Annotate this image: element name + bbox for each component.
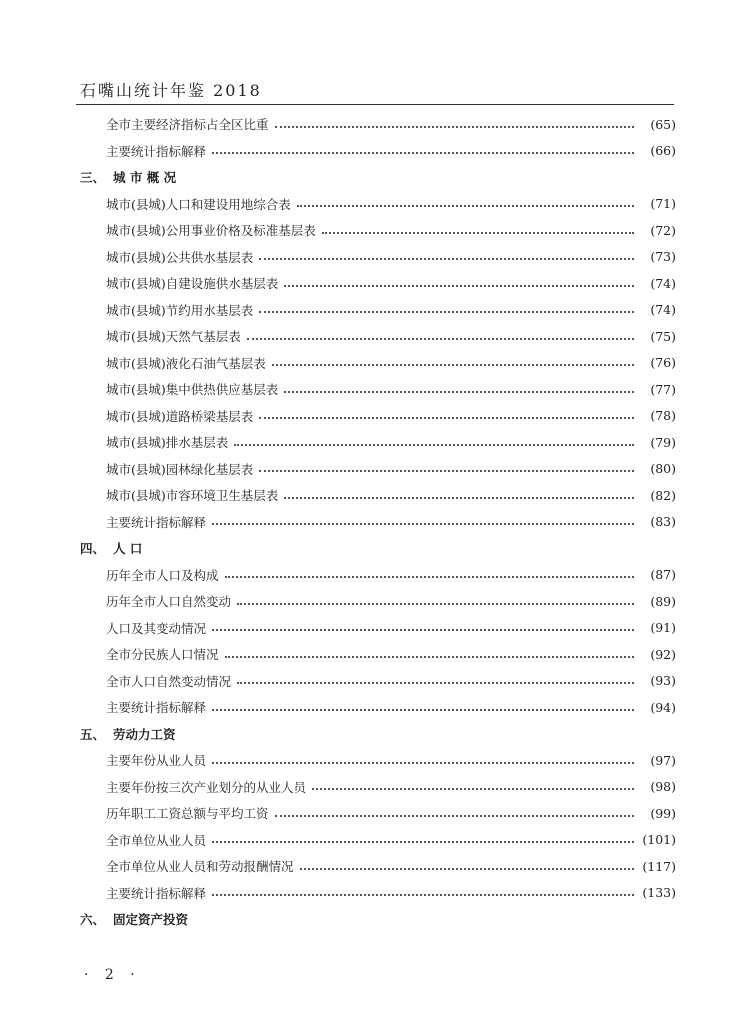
toc-entry xyxy=(80,244,676,271)
dot-leader xyxy=(284,496,634,499)
toc-entry-title: 主要统计指标解释 xyxy=(106,885,207,901)
toc-entry-title: 全市分民族人口情况 xyxy=(106,647,219,663)
toc-section-heading xyxy=(80,535,676,562)
toc-entry-page: (87) xyxy=(650,567,676,583)
toc-entry-title: 全市人口自然变动情况 xyxy=(106,673,232,689)
dot-leader xyxy=(259,469,634,472)
toc-entry-page: (82) xyxy=(650,487,676,503)
toc-entry-page: (98) xyxy=(650,779,676,795)
toc-entry-title: 人口及其变动情况 xyxy=(106,620,207,636)
dot-leader xyxy=(212,840,634,843)
toc-entry-page: (92) xyxy=(650,646,676,662)
toc-entry-page: (117) xyxy=(642,858,676,874)
toc-entry-page: (89) xyxy=(650,593,676,609)
toc-entry xyxy=(80,747,676,774)
toc-entry-title: 历年全市人口及构成 xyxy=(106,567,219,583)
dot-leader xyxy=(275,814,634,817)
toc-entry-page: (74) xyxy=(650,275,676,291)
toc-entry-title: 全市单位从业人员 xyxy=(106,832,207,848)
toc-entry xyxy=(80,588,676,615)
dot-leader xyxy=(237,602,634,605)
dot-leader xyxy=(234,443,634,446)
dot-leader xyxy=(212,761,634,764)
toc-entry-page: (73) xyxy=(650,249,676,265)
toc-entry-title: 城市(县城)市容环境卫生基层表 xyxy=(106,488,279,504)
toc-entry-title: 城市(县城)公共供水基层表 xyxy=(106,249,254,265)
toc-entry-title: 城市(县城)排水基层表 xyxy=(106,435,229,451)
dot-leader xyxy=(275,125,634,128)
dot-leader xyxy=(284,390,634,393)
toc-entry xyxy=(80,641,676,668)
toc-entry-title: 城市(县城)节约用水基层表 xyxy=(106,302,254,318)
dot-leader xyxy=(312,787,634,790)
toc-entry-page: (80) xyxy=(650,461,676,477)
toc-entry-title: 城市(县城)园林绿化基层表 xyxy=(106,461,254,477)
toc-entry xyxy=(80,191,676,218)
toc-section-heading xyxy=(80,164,676,191)
section-title: 人 口 xyxy=(113,541,143,557)
toc-entry-title: 主要统计指标解释 xyxy=(106,514,207,530)
page-number: · 2 · xyxy=(84,967,141,983)
toc-entry-page: (74) xyxy=(650,302,676,318)
toc-entry-title: 历年全市人口自然变动 xyxy=(106,594,232,610)
toc-entry-page: (91) xyxy=(650,620,676,636)
toc-entry-page: (94) xyxy=(650,699,676,715)
toc-entry xyxy=(80,403,676,430)
toc-entry-page: (97) xyxy=(650,752,676,768)
running-head-title: 石嘴山统计年鉴 2018 xyxy=(80,81,262,100)
toc-entry xyxy=(80,297,676,324)
dot-leader xyxy=(259,416,634,419)
dot-leader xyxy=(212,522,634,525)
section-title: 劳动力工资 xyxy=(113,726,176,742)
toc-entry xyxy=(80,111,676,138)
dot-leader xyxy=(259,310,634,313)
dot-leader xyxy=(212,151,634,154)
dot-leader xyxy=(247,337,634,340)
toc-entry-page: (133) xyxy=(642,885,676,901)
toc-entry-page: (71) xyxy=(650,196,676,212)
toc-section-heading xyxy=(80,721,676,748)
toc-entry-page: (75) xyxy=(650,328,676,344)
section-number: 五、 xyxy=(80,726,106,742)
dot-leader xyxy=(300,867,634,870)
toc-entry xyxy=(80,482,676,509)
toc-entry-page: (99) xyxy=(650,805,676,821)
dot-leader xyxy=(297,204,634,207)
toc-entry-page: (77) xyxy=(650,381,676,397)
toc-entry xyxy=(80,350,676,377)
section-number: 三、 xyxy=(80,170,106,186)
dot-leader xyxy=(225,655,634,658)
toc-entry-page: (76) xyxy=(650,355,676,371)
toc-entry-title: 主要年份按三次产业划分的从业人员 xyxy=(106,779,307,795)
toc-entry-title: 城市(县城)自建设施供水基层表 xyxy=(106,276,279,292)
toc-entry-page: (93) xyxy=(650,673,676,689)
toc-entry-page: (66) xyxy=(650,143,676,159)
toc-entry-page: (101) xyxy=(642,832,676,848)
toc-entry xyxy=(80,323,676,350)
toc-section-heading xyxy=(80,906,676,933)
toc-entry-title: 城市(县城)液化石油气基层表 xyxy=(106,355,266,371)
dot-leader xyxy=(237,681,634,684)
toc-entry xyxy=(80,138,676,165)
toc-entry xyxy=(80,376,676,403)
toc-entry-page: (72) xyxy=(650,222,676,238)
toc-entry-title: 全市主要经济指标占全区比重 xyxy=(106,117,269,133)
dot-leader xyxy=(212,708,634,711)
toc-entry xyxy=(80,217,676,244)
toc-entry-title: 全市单位从业人员和劳动报酬情况 xyxy=(106,859,294,875)
toc-entry-page: (83) xyxy=(650,514,676,530)
dot-leader xyxy=(225,575,634,578)
toc-entry-page: (79) xyxy=(650,434,676,450)
section-number: 六、 xyxy=(80,912,106,928)
toc-entry xyxy=(80,694,676,721)
toc-entry-title: 城市(县城)天然气基层表 xyxy=(106,329,241,345)
toc-entry-title: 城市(县城)人口和建设用地综合表 xyxy=(106,196,291,212)
toc-entry xyxy=(80,456,676,483)
toc-entry-title: 城市(县城)公用事业价格及标准基层表 xyxy=(106,223,316,239)
toc-entry xyxy=(80,270,676,297)
toc-entry xyxy=(80,880,676,907)
toc-entry-title: 主要年份从业人员 xyxy=(106,753,207,769)
toc-entry xyxy=(80,668,676,695)
dot-leader xyxy=(212,628,634,631)
dot-leader xyxy=(212,893,634,896)
toc-entry-page: (78) xyxy=(650,408,676,424)
toc-entry xyxy=(80,774,676,801)
toc-entry xyxy=(80,562,676,589)
dot-leader xyxy=(259,257,634,260)
toc-entry-title: 历年职工工资总额与平均工资 xyxy=(106,806,269,822)
toc-entry-title: 城市(县城)集中供热供应基层表 xyxy=(106,382,279,398)
toc-entry-page: (65) xyxy=(650,116,676,132)
toc-entry-title: 主要统计指标解释 xyxy=(106,700,207,716)
section-title: 城 市 概 况 xyxy=(113,170,177,186)
toc-entry xyxy=(80,827,676,854)
header-rule xyxy=(76,104,674,105)
toc-entry-title: 主要统计指标解释 xyxy=(106,143,207,159)
dot-leader xyxy=(284,284,634,287)
toc-entry xyxy=(80,509,676,536)
toc-entry xyxy=(80,615,676,642)
dot-leader xyxy=(272,363,634,366)
section-title: 固定资产投资 xyxy=(113,912,189,928)
dot-leader xyxy=(322,231,634,234)
toc-entry xyxy=(80,429,676,456)
section-number: 四、 xyxy=(80,541,106,557)
toc-entry-title: 城市(县城)道路桥梁基层表 xyxy=(106,408,254,424)
toc-entry xyxy=(80,853,676,880)
table-of-contents xyxy=(80,111,676,933)
toc-entry xyxy=(80,800,676,827)
